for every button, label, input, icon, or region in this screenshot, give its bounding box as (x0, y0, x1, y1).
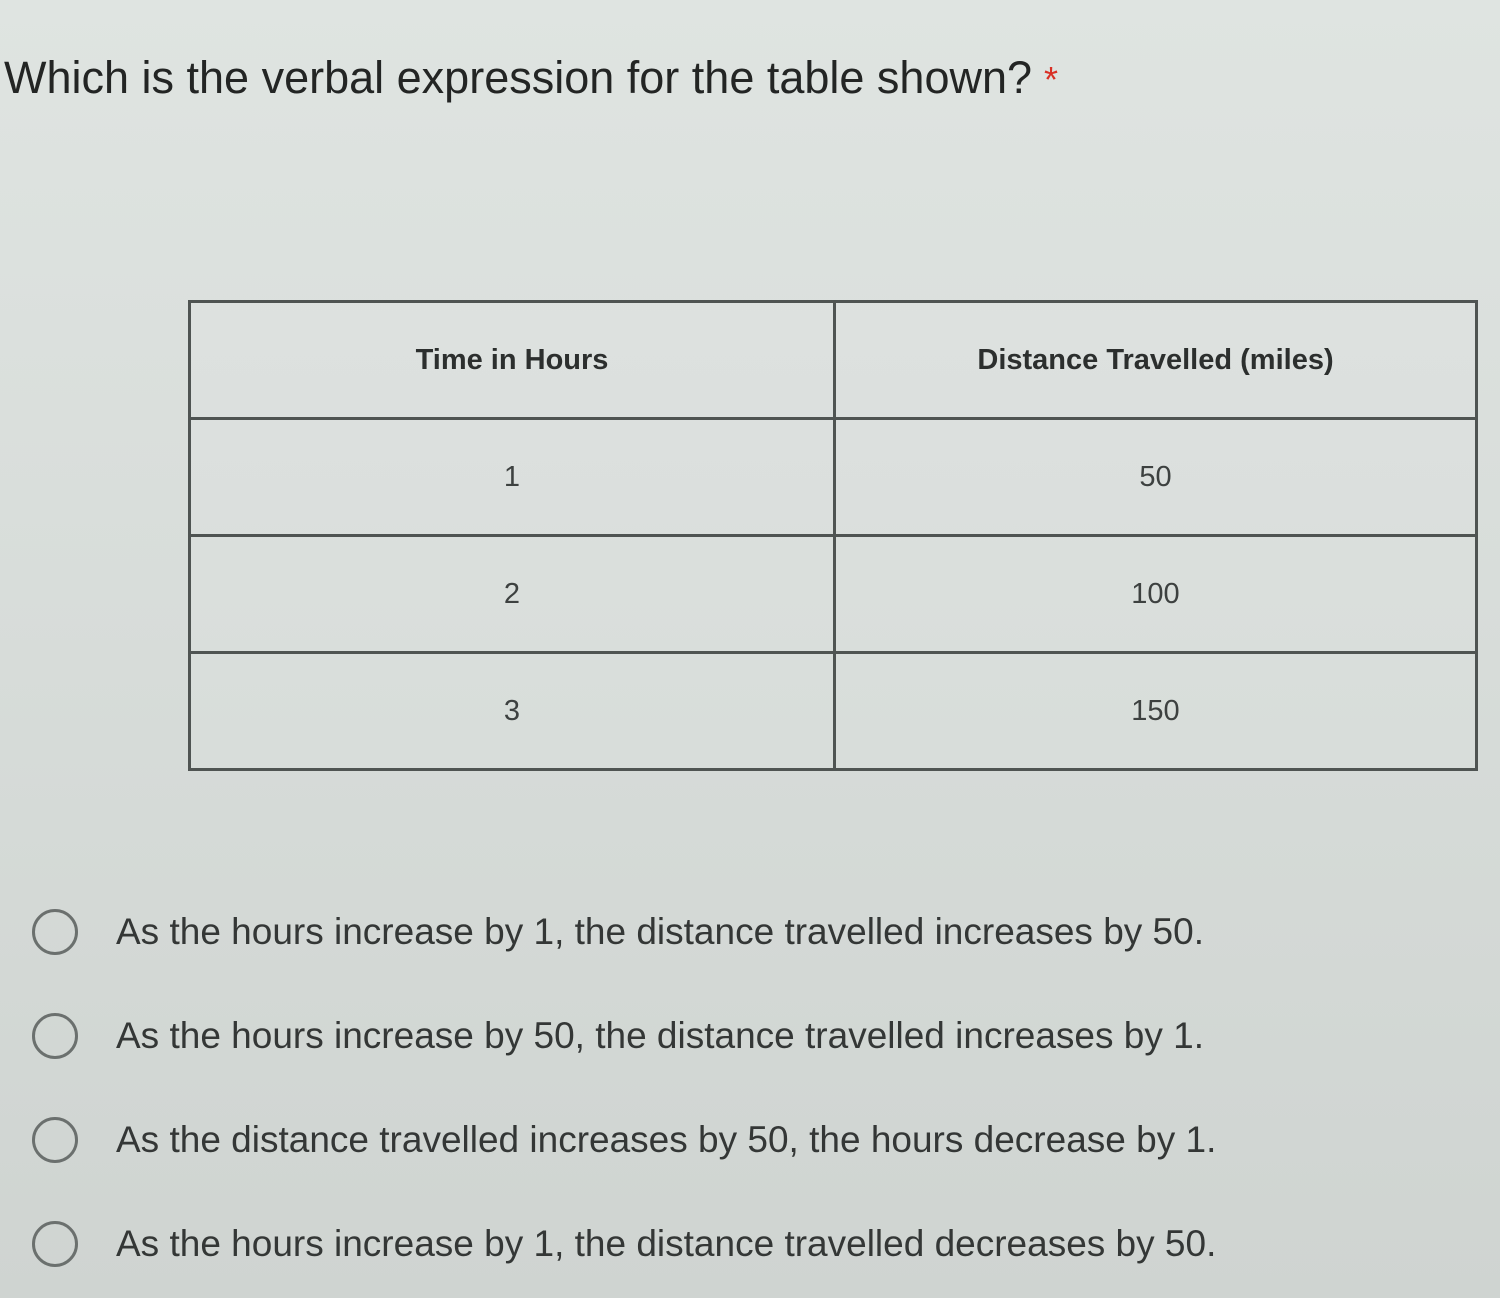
answer-options (32, 880, 1472, 1296)
option-label[interactable]: As the hours increase by 50, the distance travelled increases by 1. (116, 1015, 1204, 1056)
answer-option-3[interactable] (32, 1088, 1472, 1192)
data-table (188, 300, 1478, 771)
table-cell-distance: 50 (835, 419, 1477, 536)
option-label[interactable]: As the hours increase by 1, the distance travelled decreases by 50. (116, 1223, 1217, 1264)
table-row (190, 419, 1477, 536)
radio-button[interactable] (32, 1221, 78, 1267)
required-asterisk: * (1044, 59, 1059, 100)
table-cell-distance: 100 (835, 536, 1477, 653)
table-cell-time: 2 (190, 536, 835, 653)
answer-option-1[interactable] (32, 880, 1472, 984)
radio-button[interactable] (32, 1117, 78, 1163)
table-cell-time: 3 (190, 653, 835, 770)
question-title (4, 50, 1058, 106)
column-header-distance: Distance Travelled (miles) (835, 302, 1477, 419)
radio-button[interactable] (32, 909, 78, 955)
table-cell-time: 1 (190, 419, 835, 536)
radio-button[interactable] (32, 1013, 78, 1059)
answer-option-2[interactable] (32, 984, 1472, 1088)
data-table-container (188, 300, 1478, 758)
column-header-time: Time in Hours (190, 302, 835, 419)
table-cell-distance: 150 (835, 653, 1477, 770)
option-label[interactable]: As the hours increase by 1, the distance travelled increases by 50. (116, 911, 1204, 952)
table-header-row (190, 302, 1477, 419)
table-row (190, 536, 1477, 653)
answer-option-4[interactable] (32, 1192, 1472, 1296)
option-label[interactable]: As the distance travelled increases by 50, the hours decrease by 1. (116, 1119, 1217, 1160)
table-row (190, 653, 1477, 770)
question-text: Which is the verbal expression for the table shown? (4, 52, 1033, 103)
